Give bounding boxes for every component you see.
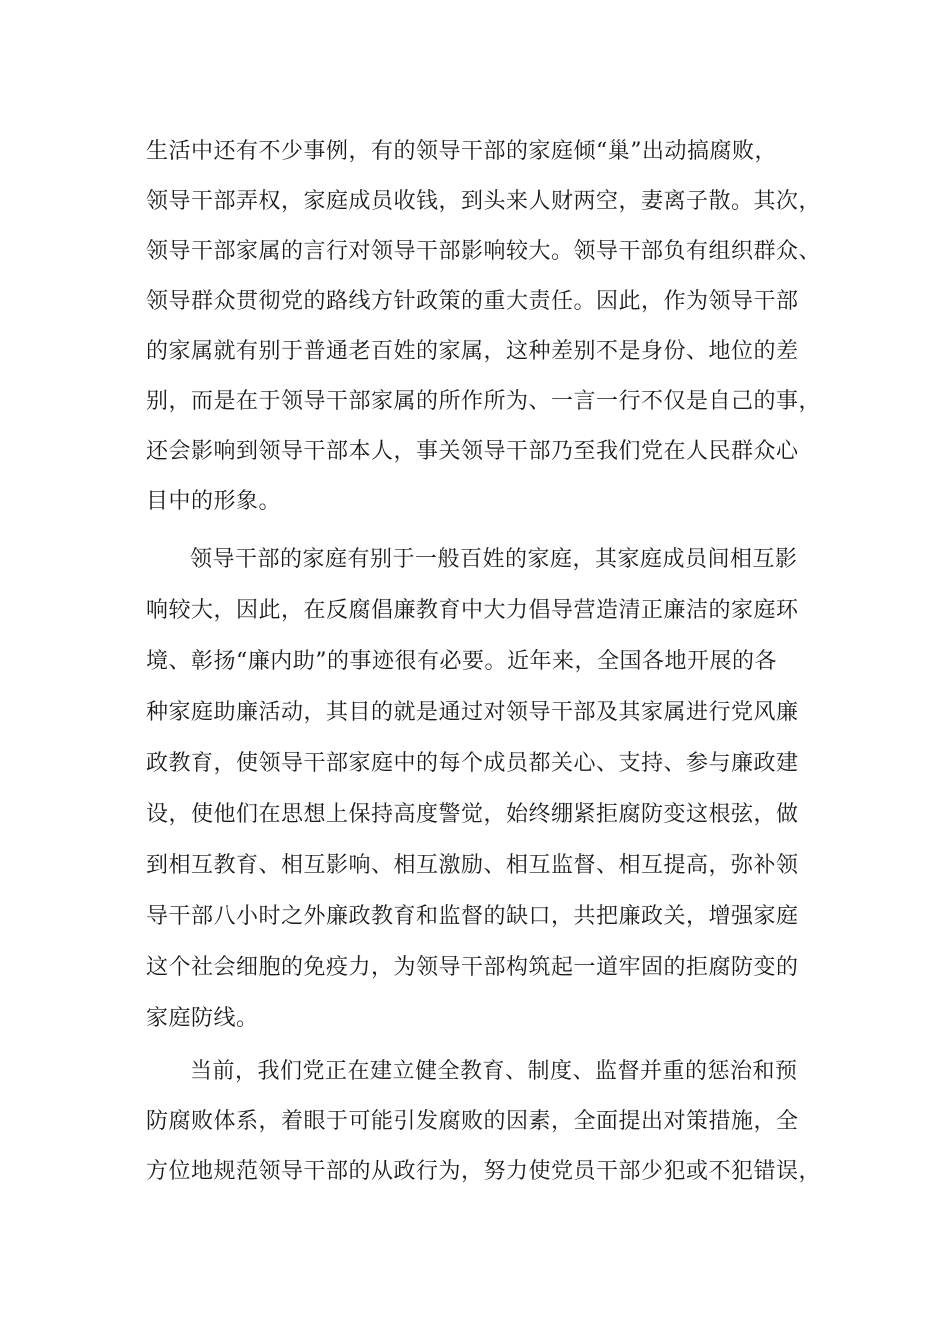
paragraph-line: 政教育，使领导干部家庭中的每个成员都关心、支持、参与廉政建 [146,751,799,776]
paragraph-line: 导干部八小时之外廉政教育和监督的缺口，共把廉政关，增强家庭 [146,904,799,929]
paragraph-line: 设，使他们在思想上保持高度警觉，始终绷紧拒腐防变这根弦，做 [146,802,799,827]
paragraph-line: 领导干部的家庭有别于一般百姓的家庭，其家庭成员间相互影 [190,547,798,572]
paragraph-line: 这个社会细胞的免疫力，为领导干部构筑起一道牢固的拒腐防变的 [146,955,799,980]
paragraph-line: 还会影响到领导干部本人，事关领导干部乃至我们党在人民群众心 [146,439,799,464]
paragraph-line: 生活中还有不少事例，有的领导干部的家庭倾“巢”出动搞腐败， [146,139,777,164]
paragraph-line: 领导干部弄权，家庭成员收钱，到头来人财两空，妻离子散。其次， [146,189,822,214]
paragraph-line: 家庭防线。 [146,1006,259,1031]
paragraph-line: 目中的形象。 [146,489,282,514]
paragraph-line: 响较大，因此，在反腐倡廉教育中大力倡导营造清正廉洁的家庭环 [146,598,799,623]
paragraph-line: 当前，我们党正在建立健全教育、制度、监督并重的惩治和预 [190,1059,798,1084]
paragraph-line: 防腐败体系，着眼于可能引发腐败的因素，全面提出对策措施，全 [146,1109,799,1134]
paragraph-line: 领导群众贯彻党的路线方针政策的重大责任。因此，作为领导干部 [146,289,799,314]
paragraph-line: 种家庭助廉活动，其目的就是通过对领导干部及其家属进行党风廉 [146,700,799,725]
paragraph-line: 方位地规范领导干部的从政行为，努力使党员干部少犯或不犯错误， [146,1159,822,1184]
paragraph-line: 到相互教育、相互影响、相互激励、相互监督、相互提高，弥补领 [146,853,799,878]
paragraph-line: 境、彰扬“廉内助”的事迹很有必要。近年来，全国各地开展的各 [146,649,777,674]
paragraph-line: 别，而是在于领导干部家属的所作所为、一言一行不仅是自己的事， [146,389,822,414]
paragraph-line: 的家属就有别于普通老百姓的家属，这种差别不是身份、地位的差 [146,339,799,364]
paragraph-line: 领导干部家属的言行对领导干部影响较大。领导干部负有组织群众、 [146,239,822,264]
